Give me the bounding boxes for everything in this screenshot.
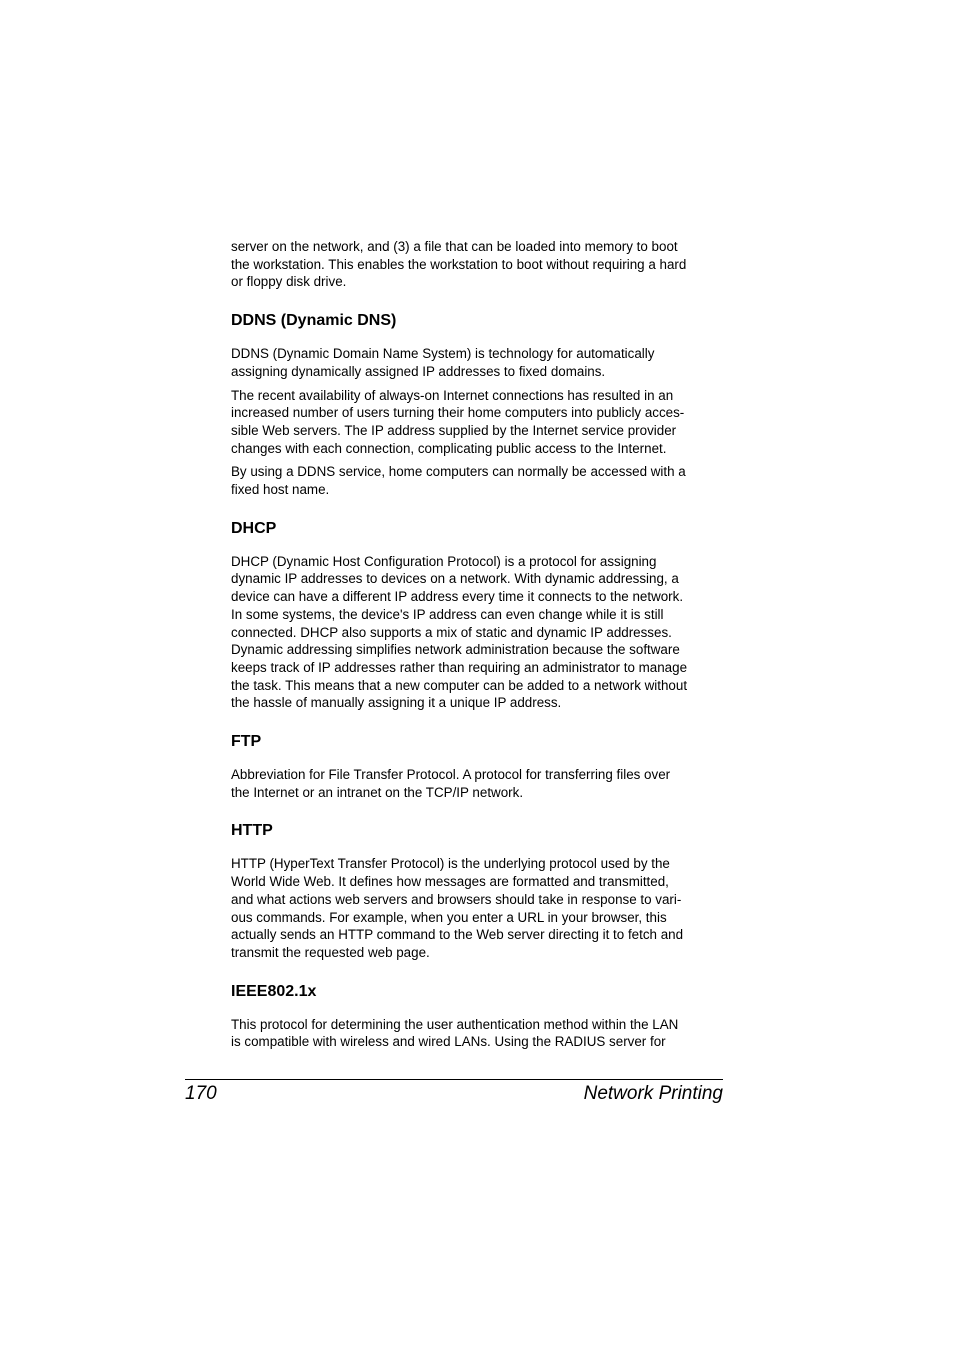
section-heading: IEEE802.1x <box>231 982 317 1000</box>
section-heading: FTP <box>231 733 262 751</box>
section-paragraph: DHCP (Dynamic Host Configuration Protocol) is a protocol for assigning dynamic IP addresses to devices on a network. With dynamic addressing, a device can have a different IP address every time it connects to the network. In some systems, the device's IP address can even change while it is still connected. DHCP also supports a mix of static and dynamic IP addresses. Dynamic addressing simplifies network administration because the software keeps track of IP addresses rather than requiring an administrator to manage the task. This means that a new computer can be added to a network without the hassle of manually assigning it a unique IP address. <box>231 553 688 711</box>
section-heading: HTTP <box>231 822 273 840</box>
section-dhcp <box>231 519 723 712</box>
section-paragraph: Abbreviation for File Transfer Protocol. A protocol for transferring files over the Internet or an intranet on the TCP/IP network. <box>231 767 671 800</box>
section-ieee8021x <box>231 982 723 1051</box>
section-paragraph: This protocol for determining the user authentication method within the LAN is compatible with wireless and wired LANs. Using the RADIUS server for <box>231 1016 679 1050</box>
section-heading: DHCP <box>231 519 277 537</box>
section-http <box>231 821 723 961</box>
section-paragraph: HTTP (HyperText Transfer Protocol) is the underlying protocol used by the World Wide Web. It defines how messages are formatted and transmitted, and what actions web servers and browsers should take in response to vari- ous commands. For example, when you enter a URL in your browser, this actually sends an HTTP command to the Web server directing it to fetch and transmit the requested web page. <box>231 856 684 960</box>
section-paragraph: The recent availability of always-on Internet connections has resulted in an increased number of users turning their home computers into publicly acces- sible Web servers. The IP address supplied by the Internet service provider changes with each connection, complicating public access to the Internet. <box>231 387 685 456</box>
page-number: 170 <box>185 1083 217 1104</box>
running-title: Network Printing <box>583 1083 723 1104</box>
section-ddns <box>231 311 723 499</box>
section-paragraph: DDNS (Dynamic Domain Name System) is technology for automatically assigning dynamically assigned IP addresses to fixed domains. <box>231 346 655 379</box>
section-heading: DDNS (Dynamic DNS) <box>231 312 397 330</box>
footer-divider <box>185 1079 723 1080</box>
section-paragraph: By using a DDNS service, home computers can normally be accessed with a fixed host name. <box>231 464 686 498</box>
section-ftp <box>231 732 723 801</box>
intro-paragraph: server on the network, and (3) a file that can be loaded into memory to boot the workstation. This enables the workstation to boot without requiring a hard or floppy disk drive. <box>231 239 687 290</box>
page-content <box>231 238 723 1051</box>
